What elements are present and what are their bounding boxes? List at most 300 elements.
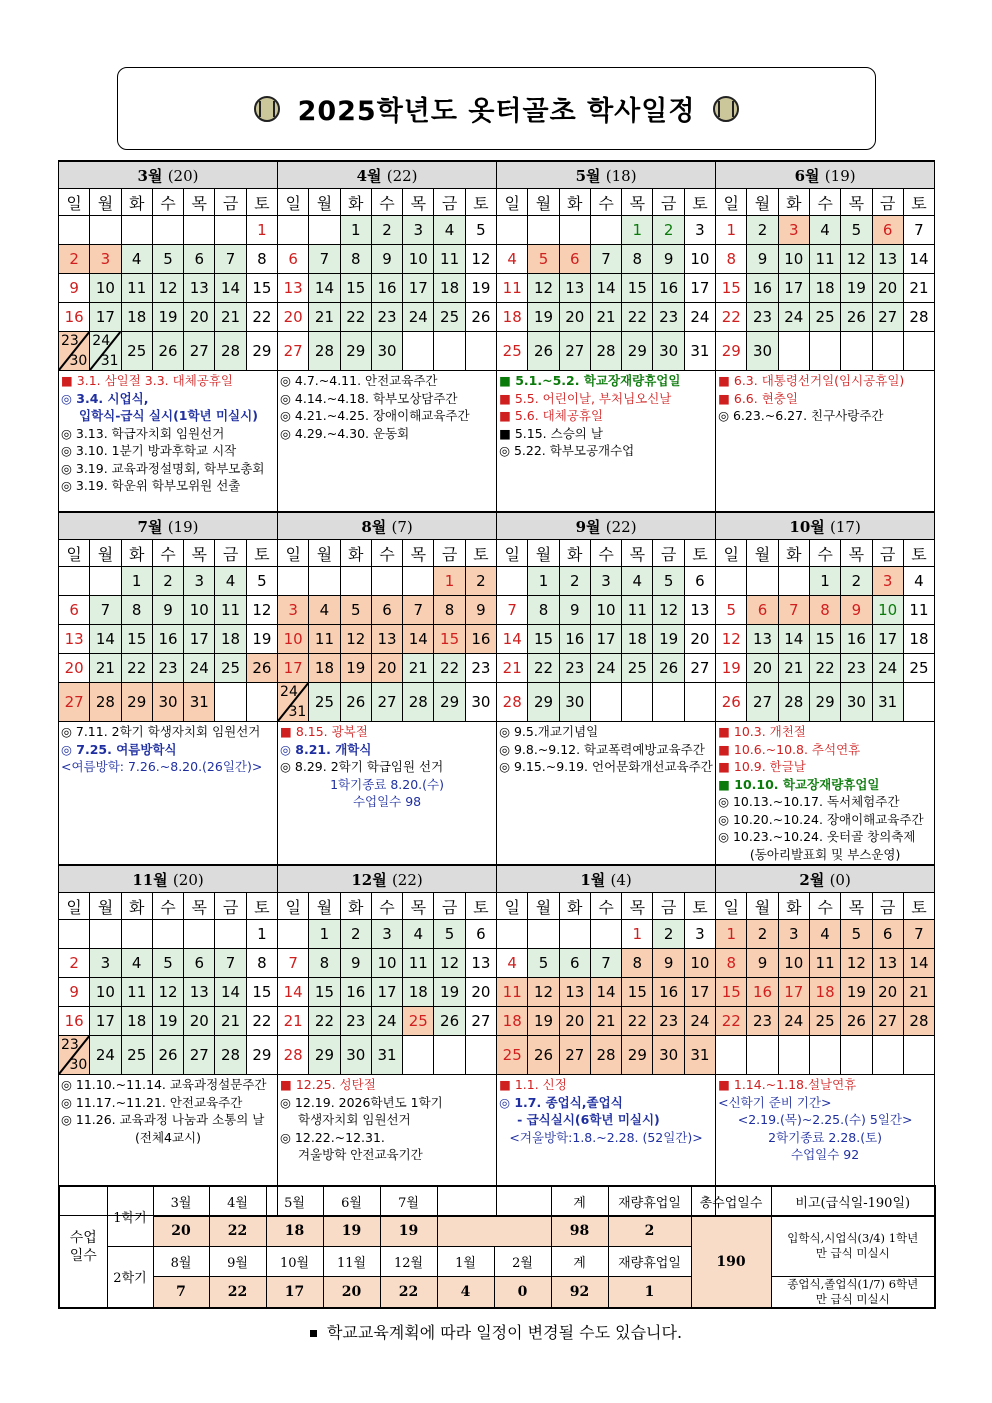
day-cell: 17 <box>184 625 215 654</box>
day-cell: 26 <box>434 1007 465 1036</box>
event-line: ◎ 1.7. 종업식,졸업식 <box>499 1094 623 1110</box>
month-count: (22) <box>386 166 418 185</box>
weekday-header: 토 <box>465 893 496 920</box>
split-day-first: 24 <box>280 684 298 700</box>
remark-1: 입학식,시업식(3/4) 1학년만 급식 미실시 <box>771 1216 935 1276</box>
day-cell: 13 <box>184 978 215 1007</box>
day-cell: 18 <box>622 625 653 654</box>
day-cell <box>497 567 528 596</box>
summary-label: 수업일수 <box>59 1186 107 1308</box>
event-line: ◎ 3.19. 교육과정설명회, 학부모총회 <box>61 460 265 476</box>
weekday-header: 금 <box>872 893 903 920</box>
weekday-header: 수 <box>809 540 840 567</box>
weekday-header: 목 <box>184 893 215 920</box>
split-day-second: 31 <box>288 704 307 720</box>
event-line: ◎ 8.29. 2학기 학급임원 선거 <box>280 759 444 774</box>
day-cell: 24 <box>872 654 903 683</box>
day-cell: 13 <box>872 949 903 978</box>
day-cell: 23 <box>653 303 684 332</box>
day-cell <box>465 332 496 371</box>
day-cell: 13 <box>559 274 590 303</box>
day-cell: 24 <box>590 654 621 683</box>
day-cell: 9 <box>559 596 590 625</box>
day-cell: 5 <box>434 920 465 949</box>
day-cell: 1 <box>809 567 840 596</box>
day-cell: 19 <box>246 625 277 654</box>
event-line: ◎ 8.21. 개학식 <box>280 741 372 757</box>
day-cell: 8 <box>121 596 152 625</box>
day-cell: 16 <box>59 1007 90 1036</box>
event-line: <겨울방학:1.8.~2.28. (52일간)> <box>509 1129 703 1145</box>
weekday-header: 수 <box>152 189 183 216</box>
day-cell <box>184 920 215 949</box>
event-line: ◎ 11.10.~11.14. 교육과정설문주간 <box>61 1077 267 1092</box>
weekday-header: 월 <box>90 189 121 216</box>
weekday-header: 화 <box>121 893 152 920</box>
month-count: (19) <box>167 517 199 536</box>
day-cell: 14 <box>778 625 809 654</box>
day-cell: 14 <box>403 625 434 654</box>
month-name: 5월 <box>575 166 601 185</box>
month-name: 6월 <box>794 166 820 185</box>
day-cell: 29 <box>309 1036 340 1075</box>
day-cell: 14 <box>590 978 621 1007</box>
day-cell: 30 <box>653 332 684 371</box>
day-cell: 2 <box>59 949 90 978</box>
weekday-header: 화 <box>340 189 371 216</box>
weekday-header: 목 <box>841 540 872 567</box>
day-cell: 5 <box>841 216 872 245</box>
weekday-header: 금 <box>653 189 684 216</box>
day-cell: 19 <box>465 274 496 303</box>
event-line: ◎ 4.29.~4.30. 운동회 <box>280 425 410 441</box>
sem1-disc-label: 재량휴업일 <box>608 1186 691 1216</box>
day-cell: 19 <box>841 978 872 1007</box>
day-cell: 31 <box>184 683 215 722</box>
day-cell <box>278 683 309 722</box>
footnote <box>0 1320 992 1343</box>
weekday-header: 토 <box>246 540 277 567</box>
day-cell: 8 <box>434 596 465 625</box>
day-cell <box>215 920 246 949</box>
weekday-header: 수 <box>371 893 402 920</box>
day-cell: 13 <box>465 949 496 978</box>
weekday-header: 토 <box>465 540 496 567</box>
day-cell: 2 <box>653 920 684 949</box>
sem1-empty <box>437 1186 551 1216</box>
weekday-header: 월 <box>90 893 121 920</box>
day-cell: 5 <box>528 949 559 978</box>
month-header <box>59 161 278 189</box>
day-cell: 2 <box>747 920 778 949</box>
day-cell: 5 <box>653 567 684 596</box>
sem2-label: 2학기 <box>107 1246 153 1308</box>
day-cell: 25 <box>497 1036 528 1075</box>
day-cell: 19 <box>152 303 183 332</box>
day-cell: 6 <box>872 216 903 245</box>
weekday-header: 월 <box>309 893 340 920</box>
event-line: ◎ 6.23.~6.27. 친구사랑주간 <box>718 408 884 423</box>
day-cell <box>809 1036 840 1075</box>
day-cell: 26 <box>528 332 559 371</box>
weekday-header: 화 <box>778 189 809 216</box>
day-cell: 18 <box>309 654 340 683</box>
day-cell: 1 <box>434 567 465 596</box>
day-cell: 16 <box>747 274 778 303</box>
weekday-header: 금 <box>653 893 684 920</box>
weekday-header: 목 <box>622 893 653 920</box>
day-cell: 24 <box>778 1007 809 1036</box>
sem2-value: 4 <box>437 1276 494 1308</box>
sem2-month: 11월 <box>323 1246 380 1276</box>
event-line: ◎ 3.19. 학운위 학부모위원 선출 <box>61 478 241 493</box>
remark-2: 종업식,졸업식(1/7) 6학년만 급식 미실시 <box>771 1276 935 1308</box>
day-cell: 27 <box>184 332 215 371</box>
day-cell: 26 <box>653 654 684 683</box>
day-cell: 8 <box>528 596 559 625</box>
day-cell: 29 <box>246 332 277 371</box>
events-box <box>497 722 716 866</box>
weekday-header: 수 <box>809 893 840 920</box>
sem2-total: 92 <box>551 1276 608 1308</box>
day-cell: 8 <box>622 245 653 274</box>
weekday-header: 월 <box>90 540 121 567</box>
weekday-header: 일 <box>497 540 528 567</box>
day-cell: 3 <box>778 920 809 949</box>
sem1-value: 18 <box>266 1216 323 1246</box>
day-cell <box>622 683 653 722</box>
day-cell: 4 <box>809 920 840 949</box>
day-cell <box>528 216 559 245</box>
day-cell: 7 <box>278 949 309 978</box>
day-cell: 20 <box>872 274 903 303</box>
month-count: (0) <box>829 870 851 889</box>
events-box <box>716 722 935 866</box>
day-cell <box>590 920 621 949</box>
weekday-header: 금 <box>434 893 465 920</box>
weekday-header: 목 <box>622 189 653 216</box>
day-cell: 12 <box>653 596 684 625</box>
day-cell: 10 <box>403 245 434 274</box>
weekday-header: 목 <box>184 540 215 567</box>
event-line: ■ 5.6. 대체공휴일 <box>499 408 604 423</box>
day-cell: 25 <box>622 654 653 683</box>
weekday-header: 토 <box>684 893 715 920</box>
day-cell: 25 <box>121 332 152 371</box>
day-cell: 30 <box>747 332 778 371</box>
split-day-second: 30 <box>69 1057 88 1073</box>
sem1-value: 19 <box>380 1216 437 1246</box>
day-cell <box>872 1036 903 1075</box>
weekday-header: 목 <box>841 893 872 920</box>
day-cell: 9 <box>841 596 872 625</box>
day-cell: 7 <box>903 920 934 949</box>
day-cell: 22 <box>246 303 277 332</box>
month-name: 10월 <box>789 517 825 536</box>
ornament-left-icon <box>254 96 280 122</box>
day-cell: 22 <box>528 654 559 683</box>
day-cell: 1 <box>246 920 277 949</box>
day-cell: 18 <box>215 625 246 654</box>
day-cell <box>59 920 90 949</box>
day-cell <box>215 216 246 245</box>
day-cell: 17 <box>778 978 809 1007</box>
sem1-month: 4월 <box>209 1186 266 1216</box>
day-cell: 5 <box>841 920 872 949</box>
weekday-header: 금 <box>872 540 903 567</box>
day-cell: 25 <box>434 303 465 332</box>
day-cell: 29 <box>528 683 559 722</box>
day-cell: 29 <box>340 332 371 371</box>
sem1-month: 7월 <box>380 1186 437 1216</box>
weekday-header: 화 <box>778 893 809 920</box>
day-cell <box>184 216 215 245</box>
day-cell: 4 <box>809 216 840 245</box>
day-cell <box>841 332 872 371</box>
event-line: ■ 6.6. 현충일 <box>718 390 798 406</box>
weekday-header: 토 <box>903 893 934 920</box>
weekday-header: 토 <box>684 540 715 567</box>
day-cell: 27 <box>559 1036 590 1075</box>
day-cell: 27 <box>465 1007 496 1036</box>
day-cell: 14 <box>309 274 340 303</box>
day-cell: 28 <box>590 1036 621 1075</box>
day-cell: 13 <box>371 625 402 654</box>
day-cell: 15 <box>622 978 653 1007</box>
weekday-header: 화 <box>559 189 590 216</box>
day-cell <box>152 920 183 949</box>
month-name: 3월 <box>137 166 163 185</box>
day-cell: 17 <box>778 274 809 303</box>
day-cell: 29 <box>716 332 747 371</box>
day-cell: 10 <box>90 274 121 303</box>
sem2-month: 9월 <box>209 1246 266 1276</box>
split-day <box>59 1036 89 1074</box>
day-cell: 1 <box>622 920 653 949</box>
day-cell: 20 <box>747 654 778 683</box>
day-cell: 23 <box>747 1007 778 1036</box>
day-cell <box>497 216 528 245</box>
day-cell <box>278 567 309 596</box>
weekday-header: 금 <box>653 540 684 567</box>
day-cell: 26 <box>152 1036 183 1075</box>
day-cell: 11 <box>497 978 528 1007</box>
day-cell: 23 <box>747 303 778 332</box>
month-name: 8월 <box>361 517 387 536</box>
day-cell: 25 <box>903 654 934 683</box>
event-line: ■ 5.1.~5.2. 학교장재량휴업일 <box>499 373 681 388</box>
day-cell: 9 <box>59 274 90 303</box>
event-line: ◎ 10.13.~10.17. 독서체험주간 <box>718 794 900 809</box>
day-cell: 9 <box>59 978 90 1007</box>
day-cell <box>90 216 121 245</box>
day-cell: 8 <box>716 245 747 274</box>
day-cell: 30 <box>340 1036 371 1075</box>
day-cell: 11 <box>497 274 528 303</box>
day-cell: 15 <box>309 978 340 1007</box>
day-cell: 12 <box>152 274 183 303</box>
day-cell: 11 <box>309 625 340 654</box>
day-cell: 6 <box>559 949 590 978</box>
day-cell: 31 <box>684 332 715 371</box>
weekday-header: 월 <box>747 540 778 567</box>
day-cell: 22 <box>246 1007 277 1036</box>
day-cell: 17 <box>684 274 715 303</box>
day-cell: 5 <box>152 245 183 274</box>
day-cell: 20 <box>559 1007 590 1036</box>
day-cell <box>371 567 402 596</box>
day-cell: 6 <box>59 596 90 625</box>
day-cell: 8 <box>340 245 371 274</box>
day-cell: 29 <box>622 1036 653 1075</box>
event-line: ◎ 4.21.~4.25. 장애이해교육주간 <box>280 408 470 423</box>
event-line: (전체4교시) <box>135 1129 202 1145</box>
weekday-header: 일 <box>497 893 528 920</box>
event-line: 2학기종료 2.28.(토) <box>768 1129 883 1145</box>
sem1-month: 6월 <box>323 1186 380 1216</box>
day-cell: 4 <box>215 567 246 596</box>
month-header <box>497 512 716 540</box>
event-line: ■ 3.1. 삼일절 3.3. 대체공휴일 <box>61 373 234 388</box>
day-cell: 23 <box>841 654 872 683</box>
day-cell: 16 <box>465 625 496 654</box>
day-cell: 12 <box>340 625 371 654</box>
day-cell: 29 <box>434 683 465 722</box>
month-header <box>716 865 935 893</box>
weekday-header: 수 <box>371 540 402 567</box>
month-name: 7월 <box>137 517 163 536</box>
day-cell: 4 <box>903 567 934 596</box>
day-cell: 28 <box>215 332 246 371</box>
day-cell <box>716 567 747 596</box>
weekday-header: 일 <box>497 189 528 216</box>
day-cell: 3 <box>184 567 215 596</box>
weekday-header: 화 <box>559 540 590 567</box>
weekday-header: 금 <box>434 189 465 216</box>
day-cell: 27 <box>872 1007 903 1036</box>
day-cell: 26 <box>841 303 872 332</box>
day-cell: 22 <box>309 1007 340 1036</box>
day-cell: 19 <box>653 625 684 654</box>
split-day-first: 23 <box>61 333 79 349</box>
day-cell: 14 <box>278 978 309 1007</box>
day-cell: 3 <box>90 949 121 978</box>
events-box <box>278 371 497 513</box>
day-cell: 4 <box>434 216 465 245</box>
day-cell: 23 <box>340 1007 371 1036</box>
day-cell: 23 <box>371 303 402 332</box>
day-cell: 15 <box>246 274 277 303</box>
event-line: ■ 8.15. 광복절 <box>280 724 368 739</box>
day-cell: 15 <box>528 625 559 654</box>
weekday-header: 금 <box>434 540 465 567</box>
day-cell: 2 <box>152 567 183 596</box>
month-header <box>716 512 935 540</box>
sem1-value-empty <box>437 1216 551 1246</box>
day-cell <box>90 920 121 949</box>
weekday-header: 목 <box>403 893 434 920</box>
event-line: (동아리발표회 및 부스운영) <box>749 846 901 862</box>
day-cell: 18 <box>434 274 465 303</box>
day-cell: 7 <box>590 949 621 978</box>
calendar-grid <box>58 160 935 1216</box>
day-cell: 25 <box>497 332 528 371</box>
sem2-value: 22 <box>380 1276 437 1308</box>
day-cell <box>590 216 621 245</box>
day-cell: 10 <box>590 596 621 625</box>
day-cell <box>465 1036 496 1075</box>
event-line: 겨울방학 안전교육기간 <box>298 1147 423 1162</box>
event-line: ◎ 7.11. 2학기 학생자치회 임원선거 <box>61 724 261 739</box>
event-line: ■ 1.1. 신정 <box>499 1077 567 1092</box>
day-cell: 5 <box>465 216 496 245</box>
day-cell: 1 <box>622 216 653 245</box>
day-cell: 2 <box>841 567 872 596</box>
day-cell: 11 <box>809 245 840 274</box>
day-cell: 6 <box>278 245 309 274</box>
month-count: (22) <box>391 870 423 889</box>
event-line: ◎ 11.26. 교육과정 나눔과 소통의 날 <box>61 1112 265 1127</box>
day-cell: 20 <box>465 978 496 1007</box>
event-line: ◎ 4.7.~4.11. 안전교육주간 <box>280 373 438 388</box>
weekday-header: 목 <box>403 540 434 567</box>
day-cell: 22 <box>716 303 747 332</box>
weekday-header: 일 <box>59 893 90 920</box>
day-cell <box>747 567 778 596</box>
day-cell: 21 <box>903 978 934 1007</box>
weekday-header: 수 <box>590 189 621 216</box>
day-cell: 15 <box>622 274 653 303</box>
day-cell: 22 <box>622 1007 653 1036</box>
split-day-second: 30 <box>69 353 88 369</box>
weekday-header: 일 <box>59 189 90 216</box>
day-cell: 8 <box>246 949 277 978</box>
split-day-first: 23 <box>61 1037 79 1053</box>
sem2-value: 20 <box>323 1276 380 1308</box>
sem2-disc-label: 재량휴업일 <box>608 1246 691 1276</box>
day-cell: 28 <box>497 683 528 722</box>
day-cell: 4 <box>121 245 152 274</box>
event-line: ■ 6.3. 대통령선거일(임시공휴일) <box>718 373 905 388</box>
day-cell: 11 <box>121 978 152 1007</box>
day-cell: 9 <box>371 245 402 274</box>
day-cell <box>716 1036 747 1075</box>
weekday-header: 월 <box>309 189 340 216</box>
event-line: <여름방학: 7.26.~8.20.(26일간)> <box>61 759 263 774</box>
day-cell: 28 <box>403 683 434 722</box>
day-cell: 13 <box>59 625 90 654</box>
weekday-header: 월 <box>747 893 778 920</box>
day-cell: 27 <box>747 683 778 722</box>
weekday-header: 화 <box>340 893 371 920</box>
day-cell: 21 <box>90 654 121 683</box>
day-cell: 28 <box>309 332 340 371</box>
month-header <box>497 161 716 189</box>
day-cell: 7 <box>90 596 121 625</box>
day-cell <box>59 1036 90 1075</box>
weekday-header: 월 <box>528 189 559 216</box>
day-cell: 14 <box>497 625 528 654</box>
event-line: ◎ 3.10. 1분기 방과후학교 시작 <box>61 443 237 458</box>
summary-table <box>58 1185 936 1309</box>
month-header <box>716 161 935 189</box>
event-line: ■ 10.3. 개천절 <box>718 724 806 739</box>
day-cell: 15 <box>121 625 152 654</box>
day-cell: 10 <box>371 949 402 978</box>
day-cell: 21 <box>778 654 809 683</box>
day-cell: 2 <box>371 216 402 245</box>
day-cell: 14 <box>90 625 121 654</box>
